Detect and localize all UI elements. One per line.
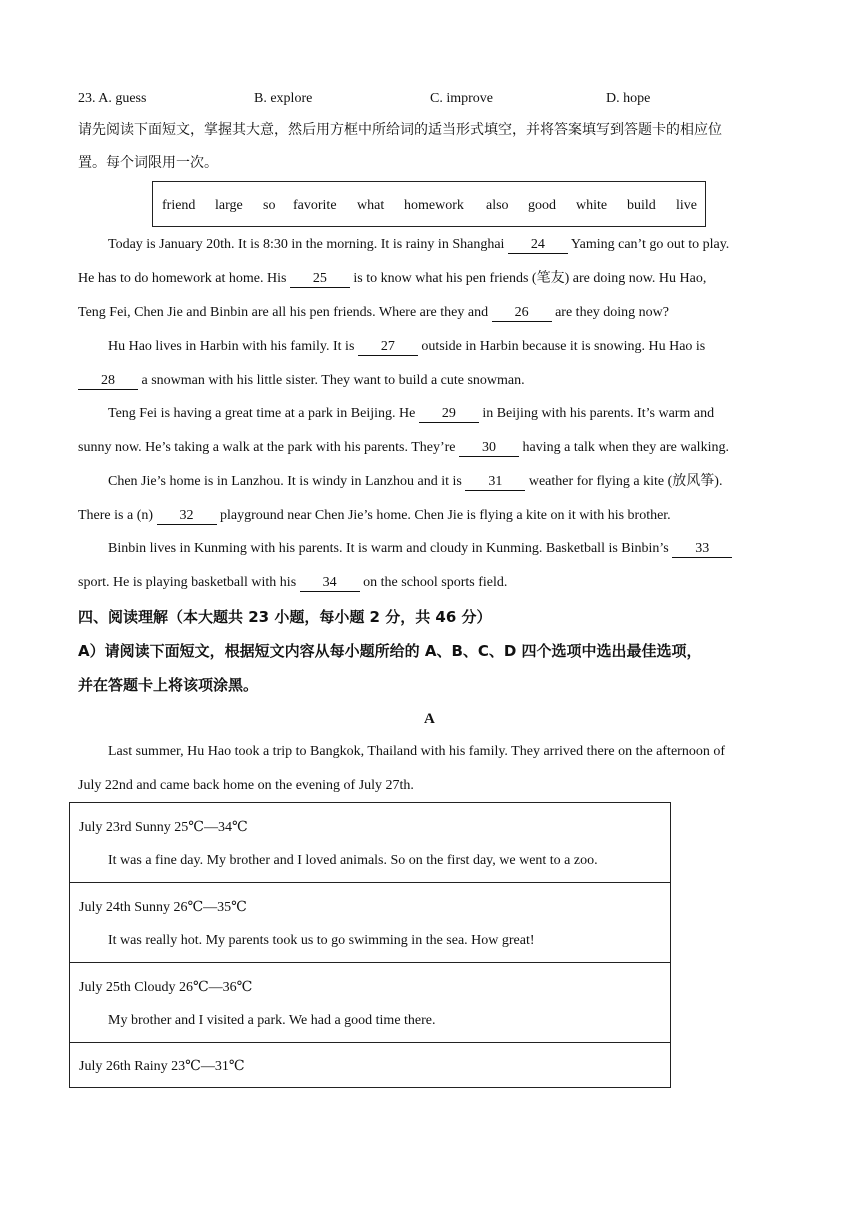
blank-26[interactable]: 26 [492,306,552,322]
section-4-instruction-line-2: 并在答题卡上将该项涂黑。 [78,676,259,694]
diary-row [70,963,670,1043]
passage-line: There is a (n) 32 playground near Chen Jie’s home. Chen Jie is flying a kite on it with his brother. [78,508,671,523]
word-box-item: what [357,198,385,213]
diary-entry: My brother and I visited a park. We had a good time there. [108,1013,436,1028]
blank-24[interactable]: 24 [508,238,568,254]
intro-line-2: July 22nd and came back home on the evening of July 27th. [78,778,414,793]
blank-28[interactable]: 28 [78,374,138,390]
diary-row [70,803,670,883]
instruction-line-2: 置。每个词限用一次。 [78,155,218,171]
word-box-item: live [676,198,697,213]
passage-line: Today is January 20th. It is 8:30 in the morning. It is rainy in Shanghai 24 Yaming can’t go out to play. [108,237,730,252]
blank-25[interactable]: 25 [290,272,350,288]
passage-line: Teng Fei is having a great time at a park in Beijing. He 29 in Beijing with his parents. It’s warm and [108,406,715,421]
blank-33[interactable]: 33 [672,542,732,558]
diary-date: July 25th Cloudy 26℃—36℃ [79,980,253,995]
blank-30[interactable]: 30 [459,441,519,457]
word-box-item: also [486,198,509,213]
section-4-instruction-line-1: A）请阅读下面短文，根据短文内容从每小题所给的 A、B、C、D 四个选项中选出最佳选项， [78,642,702,660]
diary-row [70,1043,670,1087]
word-box-item: good [528,198,556,213]
word-box-item: white [576,198,608,213]
word-box-item: favorite [293,198,337,213]
q23-option-b: B. explore [254,91,313,106]
word-box-item: large [215,198,243,213]
diary-entry: It was a fine day. My brother and I loved animals. So on the first day, we went to a zoo. [108,853,598,868]
diary-date: July 23rd Sunny 25℃—34℃ [79,820,248,835]
word-box-item: build [627,198,656,213]
passage-line: He has to do homework at home. His 25 is to know what his pen friends (笔友) are doing now. Hu Hao, [78,271,707,286]
diary-date: July 24th Sunny 26℃—35℃ [79,900,247,915]
diary-entry: It was really hot. My parents took us to go swimming in the sea. How great! [108,933,535,948]
q23-option-a: 23. A. guess [78,91,147,106]
passage-line: sunny now. He’s taking a walk at the park with his parents. They’re 30 having a talk when they are walking. [78,440,729,455]
passage-line: Hu Hao lives in Harbin with his family. It is 27 outside in Harbin because it is snowing. Hu Hao is [108,339,706,354]
word-box [152,181,706,227]
q23-option-c: C. improve [430,91,493,106]
passage-label: A [424,711,435,727]
passage-line: Binbin lives in Kunming with his parents. It is warm and cloudy in Kunming. Basketball is Binbin’s 33 [108,542,732,558]
diary-table [69,802,671,1088]
blank-27[interactable]: 27 [358,340,418,356]
passage-line: sport. He is playing basketball with his 34 on the school sports field. [78,575,508,590]
instruction-line-1: 请先阅读下面短文，掌握其大意，然后用方框中所给词的适当形式填空，并将答案填写到答题卡的相应位 [78,122,722,138]
diary-row [70,883,670,963]
blank-31[interactable]: 31 [465,475,525,491]
word-box-item: so [263,198,276,213]
diary-date: July 26th Rainy 23℃—31℃ [79,1059,245,1074]
passage-line: 28 a snowman with his little sister. They want to build a cute snowman. [78,374,525,390]
intro-line-1: Last summer, Hu Hao took a trip to Bangkok, Thailand with his family. They arrived there on the afternoon of [108,744,725,759]
passage-line: Teng Fei, Chen Jie and Binbin are all his pen friends. Where are they and 26 are they doing now? [78,305,670,320]
q23-option-d: D. hope [606,91,651,106]
word-box-item: friend [162,198,196,213]
blank-34[interactable]: 34 [300,576,360,592]
word-box-item: homework [404,198,464,213]
passage-line: Chen Jie’s home is in Lanzhou. It is windy in Lanzhou and it is 31 weather for flying a kite (放风筝). [108,474,723,489]
blank-29[interactable]: 29 [419,407,479,423]
blank-32[interactable]: 32 [157,509,217,525]
section-4-title: 四、阅读理解（本大题共 23 小题，每小题 2 分，共 46 分） [78,608,492,626]
